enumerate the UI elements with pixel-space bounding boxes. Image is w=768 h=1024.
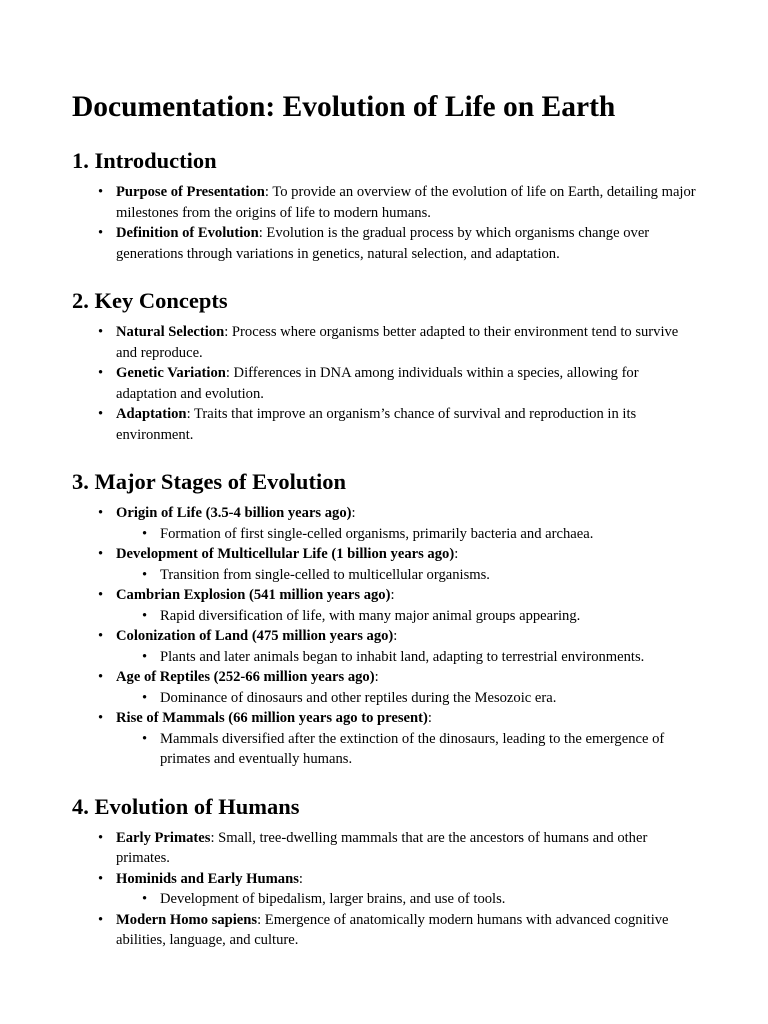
item-term: Definition of Evolution (116, 225, 259, 241)
sub-list (116, 889, 696, 910)
item-term: Hominids and Early Humans (116, 870, 299, 887)
item-term: Genetic Variation (116, 365, 226, 381)
sub-list (116, 647, 696, 668)
item-term: Cambrian Explosion (541 million years ago) (116, 587, 391, 603)
bullet-list (72, 322, 696, 445)
section-heading: 4. Evolution of Humans (72, 793, 300, 819)
sub-list (116, 565, 696, 586)
sub-list (116, 729, 696, 770)
item-term: Purpose of Presentation (116, 184, 265, 200)
list-item (116, 182, 696, 223)
list-item (116, 869, 696, 910)
section-key-concepts (72, 286, 696, 445)
item-text: : Evolution is the gradual process by which organisms change over generations through variations in genetics, natural selection, and adaptation. (116, 225, 650, 262)
list-item (116, 585, 696, 626)
bullet-list (72, 503, 696, 770)
item-term: Adaptation (116, 406, 187, 422)
item-text: : Small, tree-dwelling mammals that are the ancestors of humans and other primates. (116, 829, 648, 866)
item-text: : Differences in DNA among individuals within a species, allowing for adaptation and evolution. (116, 365, 639, 402)
item-term: Rise of Mammals (66 million years ago to present) (116, 710, 428, 726)
sub-list (116, 524, 696, 545)
list-item (116, 404, 696, 445)
list-item (116, 322, 696, 363)
item-text: : (454, 546, 459, 562)
item-term: Early Primates (116, 829, 211, 846)
item-text: : Traits that improve an organism’s chance of survival and reproduction in its environment. (116, 406, 637, 443)
section-heading: 3. Major Stages of Evolution (72, 469, 346, 494)
document-title: Documentation: Evolution of Life on Earth (72, 91, 616, 123)
item-text: : Emergence of anatomically modern humans with advanced cognitive abilities, language, and culture. (116, 911, 669, 948)
item-term: Origin of Life (3.5-4 billion years ago) (116, 505, 352, 521)
sub-list-item: • Transition from single-celled to multicellular organisms. (160, 565, 696, 586)
item-text: : Process where organisms better adapted to their environment tend to survive and reproduce. (116, 324, 679, 361)
item-text: : To provide an overview of the evolution of life on Earth, detailing major milestones from the origins of life to modern humans. (116, 184, 696, 221)
sub-list-item: • Mammals diversified after the extinction of the dinosaurs, leading to the emergence of primates and eventually humans. (160, 729, 696, 770)
sub-list-item: • Development of bipedalism, larger brains, and use of tools. (160, 889, 696, 910)
list-item (116, 363, 696, 404)
list-item (116, 708, 696, 770)
list-item (116, 910, 696, 951)
sub-list-item: • Rapid diversification of life, with many major animal groups appearing. (160, 606, 696, 627)
list-item (116, 828, 696, 869)
list-item (116, 503, 696, 544)
list-item (116, 544, 696, 585)
bullet-list (72, 828, 696, 951)
item-term: Age of Reptiles (252-66 million years ago) (116, 669, 375, 685)
sub-list-item: • Dominance of dinosaurs and other reptiles during the Mesozoic era. (160, 688, 696, 709)
sub-list-item: • Plants and later animals began to inhabit land, adapting to terrestrial environments. (160, 647, 696, 668)
section-heading: 2. Key Concepts (72, 288, 228, 313)
item-term: Modern Homo sapiens (116, 911, 258, 928)
list-item (116, 667, 696, 708)
item-text: : (393, 628, 398, 644)
item-text: : (427, 710, 432, 726)
section-introduction (72, 146, 696, 264)
sub-list (116, 606, 696, 627)
list-item (116, 223, 696, 264)
item-term: Colonization of Land (475 million years ago) (116, 628, 394, 644)
list-item (116, 626, 696, 667)
section-major-stages (72, 467, 696, 770)
item-text: : (390, 587, 395, 603)
section-evolution-of-humans (72, 792, 696, 951)
item-text: : (298, 870, 303, 887)
bullet-list (72, 182, 696, 264)
sub-list (116, 688, 696, 709)
item-term: Development of Multicellular Life (1 billion years ago) (116, 546, 455, 562)
sub-list-item: • Formation of first single-celled organisms, primarily bacteria and archaea. (160, 524, 696, 545)
item-term: Natural Selection (116, 324, 225, 340)
item-text: : (351, 505, 356, 521)
section-heading: 1. Introduction (72, 148, 217, 173)
item-text: : (374, 669, 379, 685)
